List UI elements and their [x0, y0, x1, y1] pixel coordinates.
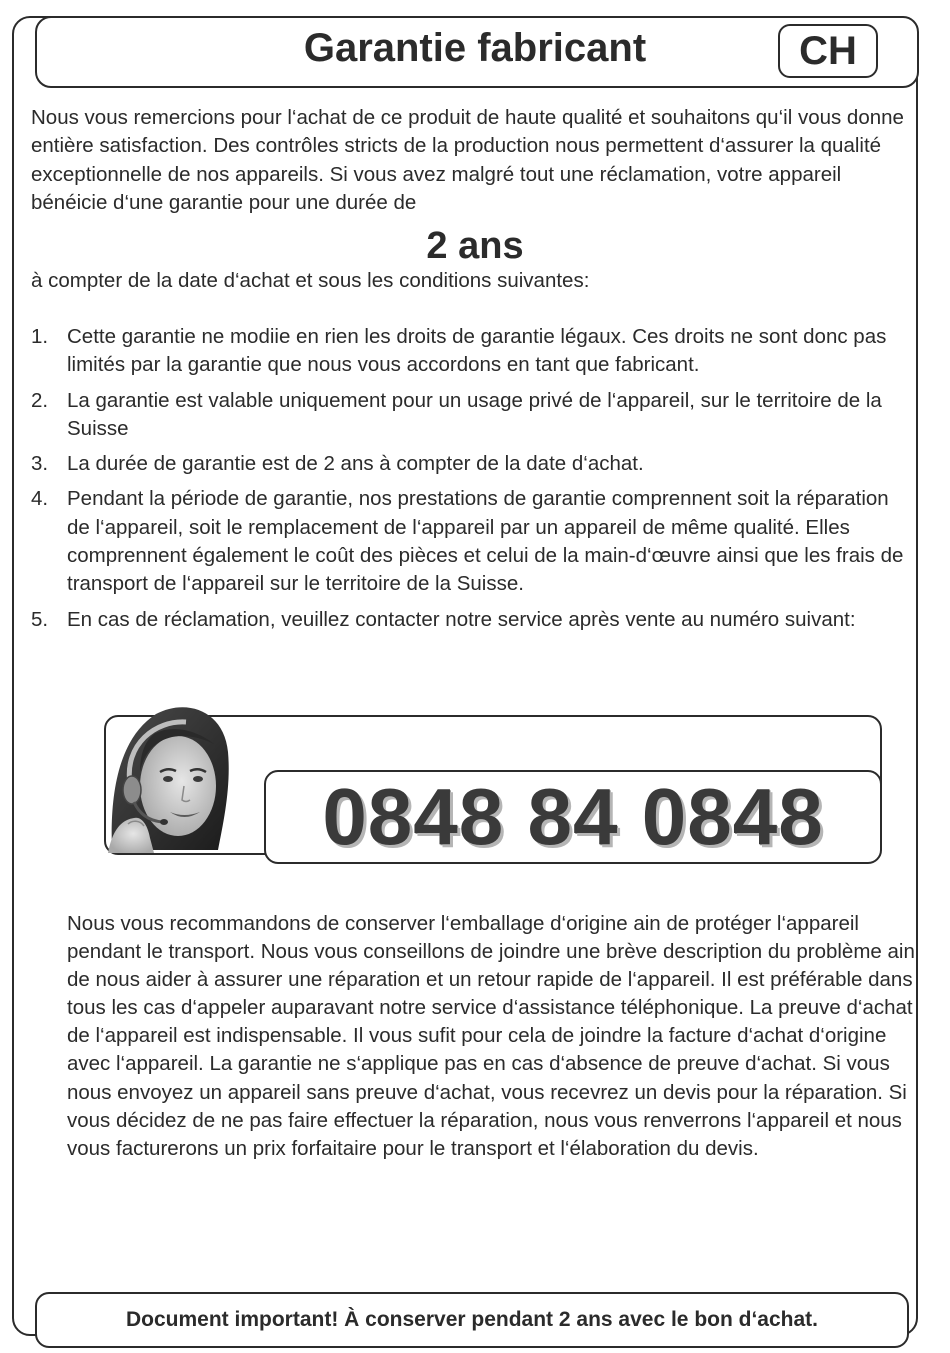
condition-text: La durée de garantie est de 2 ans à compter de la date d‘achat. [67, 452, 644, 476]
condition-text: La garantie est valable uniquement pour un usage privé de l‘appareil, sur le territoire de la Suisse [67, 388, 882, 440]
notes-paragraph: Nous vous recommandons de conserver l‘emballage d‘origine ain de protéger l‘appareil pendant le transport. Nous vous conseillons de joindre une brève description du problème ain de nous aider à assurer une réparation et un retour rapide de l‘appareil. Il est préférable dans tous les cas d‘appeler auparavant notre service d‘assistance téléphonique. La preuve d‘achat de l‘appareil est indispensable. Il vous sufit pour cela de joindre la facture d‘achat d‘origine avec l‘appareil. La garantie ne s‘applique pas en cas d‘absence de preuve d‘achat. Si vous nous envoyez un appareil sans preuve d‘achat, vous recevrez un devis pour la réparation. Si vous décidez de ne pas faire effectuer la réparation, nous vous renverrons l‘appareil et nous vous facturerons un prix forfaitaire pour le transport et l‘élaboration du devis. [67, 912, 915, 1160]
condition-number: 1. [31, 325, 49, 348]
conditions-intro: à compter de la date d‘achat et sous les conditions suivantes: [31, 269, 590, 292]
footer-notice: Document important! À conserver pendant 2 ans avec le bon d‘achat. [35, 1292, 909, 1348]
condition-item [31, 450, 911, 478]
condition-item [31, 323, 911, 380]
condition-text: Pendant la période de garantie, nos prestations de garantie comprennent soit la réparation de l‘appareil, soit le remplacement de l‘appareil par un appareil de même qualité. Elles comprennent également le coût des pièces et celui de la main-d‘œuvre ainsi que les frais de transport de l‘appareil sur le territoire de la Suisse. [67, 487, 904, 596]
condition-item [31, 485, 911, 598]
condition-item [31, 606, 911, 634]
intro-paragraph: Nous vous remercions pour l‘achat de ce produit de haute qualité et souhaitons qu‘il vous donne entière satisfaction. Des contrôles stricts de la production nous permettent d‘assurer la qualité exceptionnelle de nos appareils. Si vous avez malgré tout une réclamation, votre appareil bénéicie d‘une garantie pour une durée de [31, 106, 904, 214]
condition-number: 2. [31, 388, 49, 412]
condition-text: En cas de réclamation, veuillez contacter notre service après vente au numéro suivant: [67, 607, 856, 631]
hotline-number: 0848 84 0848 [322, 772, 824, 861]
headset-agent-icon [106, 700, 236, 853]
warranty-duration: 2 ans [426, 225, 524, 267]
page-title: Garantie fabricant [303, 26, 647, 70]
condition-text: Cette garantie ne modiie en rien les droits de garantie légaux. Ces droits ne sont donc pas limités par la garantie que nous vous accordons en tant que fabricant. [67, 325, 887, 377]
condition-item [31, 387, 911, 444]
condition-number: 3. [31, 452, 49, 476]
conditions-list [31, 323, 911, 641]
condition-number: 4. [31, 487, 49, 511]
condition-number: 5. [31, 607, 49, 631]
country-badge: CH [778, 24, 878, 78]
